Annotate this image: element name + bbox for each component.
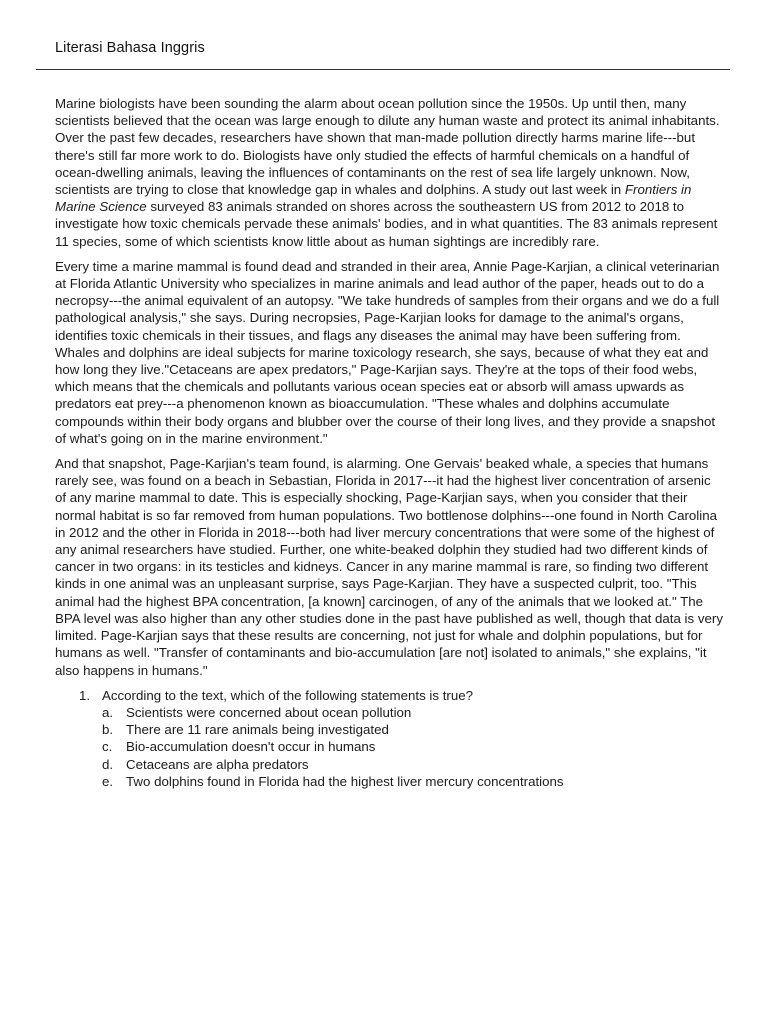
option-d bbox=[55, 756, 723, 773]
option-letter: a. bbox=[102, 704, 114, 720]
paragraph-1-text-start: Marine biologists have been sounding the alarm about ocean pollution since the 1950s. Up until then, many scientists believed that the ocean was large enough to dilute any human waste and protect its animal inhabitants. Over the past few decades, researchers have shown that man-made pollution directly harms marine life---but there's still far more work to do. Biologists have only studied the effects of harmful chemicals on a handful of ocean-dwelling animals, leaving the influences of contaminants on the rest of sea life largely unknown. Now, scientists are trying to close that knowledge gap in whales and dolphins. A study out last week in bbox=[55, 96, 720, 198]
option-a bbox=[55, 704, 723, 721]
option-letter: c. bbox=[102, 739, 113, 755]
paragraph-1-text-end: surveyed 83 animals stranded on shores across the southeastern US from 2012 to 2018 to investigate how toxic chemicals pervade these animals' bodies, and in what quantities. The 83 animals represent 11 species, some of which scientists know little about as human sightings are incredibly rare. bbox=[55, 199, 718, 249]
question-prompt-line bbox=[55, 687, 723, 704]
option-b bbox=[55, 721, 723, 738]
answer-options bbox=[55, 704, 723, 790]
header-divider bbox=[36, 69, 730, 70]
option-letter: b. bbox=[102, 722, 114, 738]
page-header-title: Literasi Bahasa Inggris bbox=[55, 40, 205, 56]
article-paragraph-2: Every time a marine mammal is found dead and stranded in their area, Annie Page-Karjian, a clinical veterinarian at Florida Atlantic University who specializes in marine animals and lead author of the paper, heads out to do a necropsy---the animal equivalent of an autopsy. "We take hundreds of samples from their organs and we do a full pathological analysis," she says. During necropsies, Page-Karjian looks for damage to the animal's organs, identifies toxic chemicals in their tissues, and flags any diseases the animal may have been suffering from. Whales and dolphins are ideal subjects for marine toxicology research, she says, because of what they eat and how long they live."Cetaceans are apex predators," Page-Karjian says. They're at the tops of their food webs, which means that the chemicals and pollutants various ocean species eat or absorb will amass upwards as predators eat prey---a phenomenon known as bioaccumulation. "These whales and dolphins accumulate compounds within their body organs and blubber over the course of their long lives, and they provide a snapshot of what's going on in the marine environment." bbox=[55, 258, 720, 446]
article-paragraph-1 bbox=[55, 95, 723, 250]
option-letter: d. bbox=[102, 756, 114, 772]
option-text: Cetaceans are alpha predators bbox=[126, 756, 309, 772]
journal-title: Frontiers in Marine Science bbox=[55, 182, 692, 215]
option-e bbox=[55, 773, 723, 790]
option-letter: e. bbox=[102, 773, 114, 789]
option-text: There are 11 rare animals being investigated bbox=[126, 722, 389, 738]
option-text: Two dolphins found in Florida had the highest liver mercury concentrations bbox=[126, 773, 564, 789]
question-number: 1. bbox=[79, 687, 91, 703]
option-text: Scientists were concerned about ocean pollution bbox=[126, 704, 412, 720]
option-c bbox=[55, 738, 723, 755]
question-1 bbox=[55, 687, 723, 790]
document-body bbox=[55, 95, 723, 790]
article-paragraph-3: And that snapshot, Page-Karjian's team found, is alarming. One Gervais' beaked whale, a species that humans rarely see, was found on a beach in Sebastian, Florida in 2017---it had the highest liver concentration of arsenic of any marine mammal to date. This is especially shocking, Page-Karjian says, when you consider that their normal habitat is so far removed from human populations. Two bottlenose dolphins---one found in North Carolina in 2012 and the other in Florida in 2018---both had liver mercury concentrations that were some of the highest of any animal researchers have studied. Further, one white-beaked dolphin they studied had two different kinds of cancer in two organs: in its testicles and kidneys. Cancer in any marine mammal is rare, so finding two different kinds in one animal was an unpleasant surprise, says Page-Karjian. They have a suspected culprit, too. "This animal had the highest BPA concentration, [a known] carcinogen, of any of the animals that we looked at." The BPA level was also higher than any other studies done in the past have published as well, though that data is very limited. Page-Karjian says that these results are concerning, not just for whale and dolphin populations, but for humans as well. "Transfer of contaminants and bio-accumulation [are not] isolated to animals," she explains, "it also happens in humans." bbox=[55, 456, 723, 678]
question-prompt: According to the text, which of the following statements is true? bbox=[102, 687, 474, 703]
option-text: Bio-accumulation doesn't occur in humans bbox=[126, 739, 376, 755]
